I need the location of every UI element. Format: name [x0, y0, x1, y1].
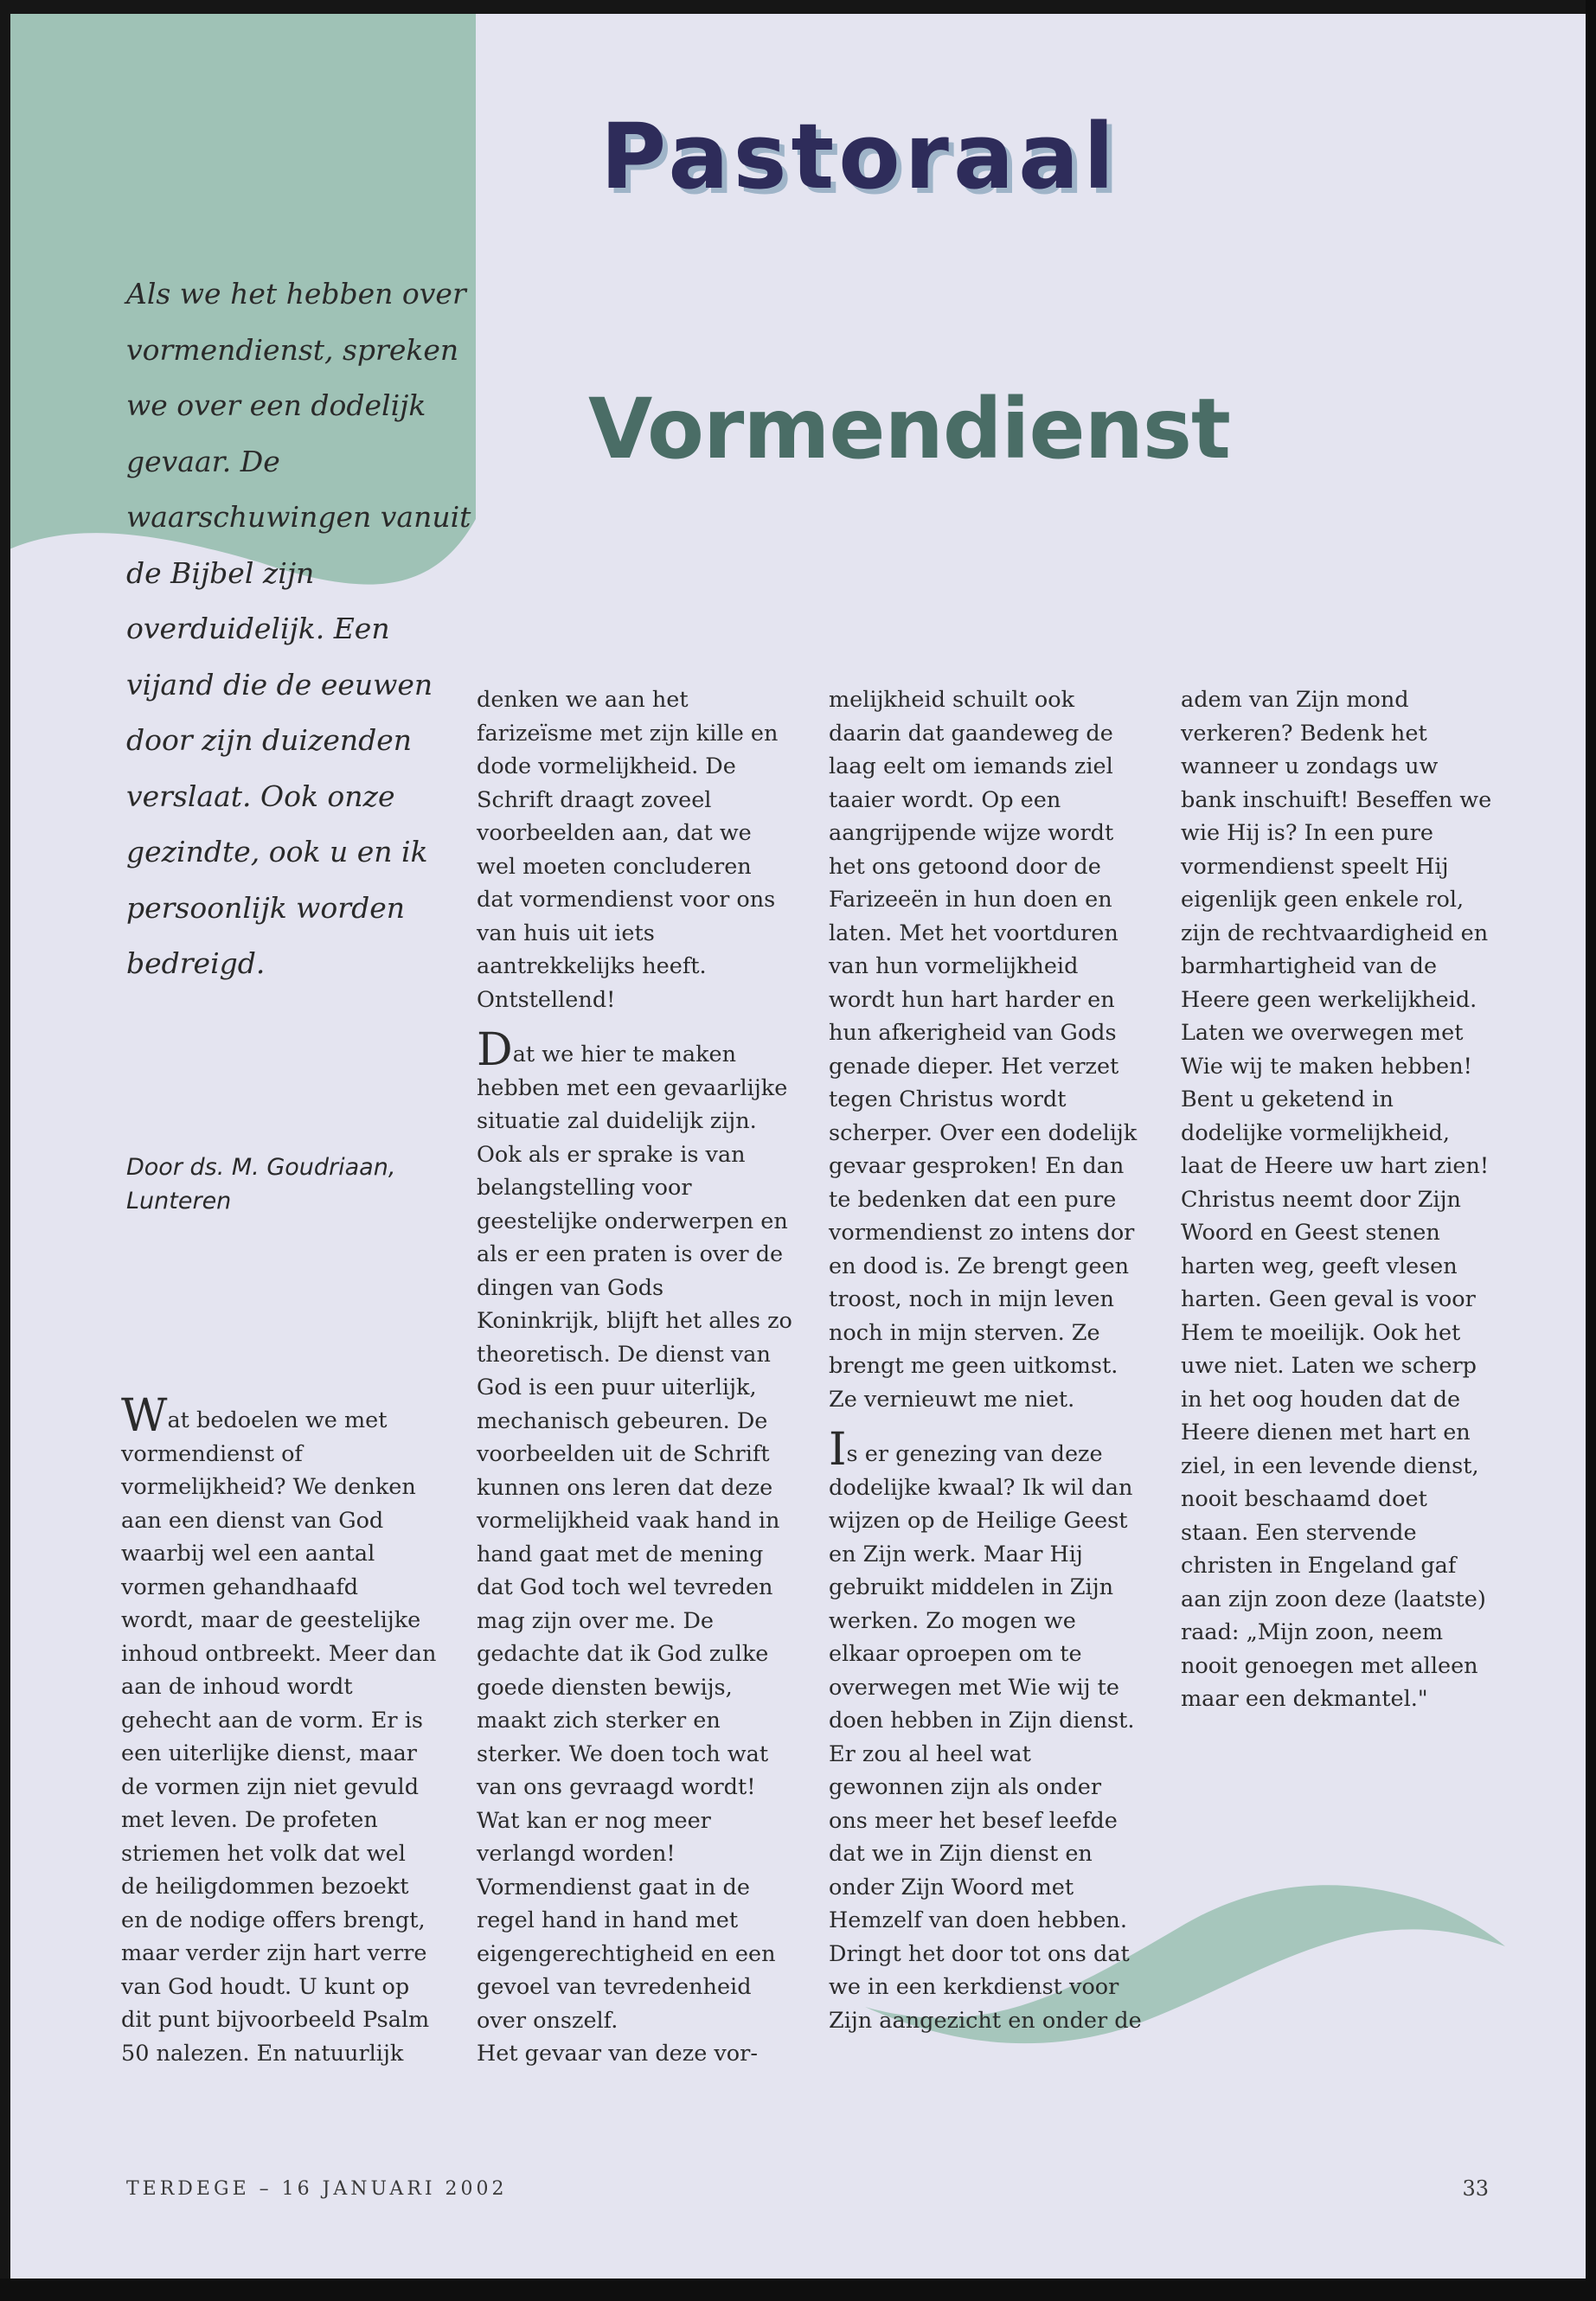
page-number: 33	[1462, 2176, 1489, 2201]
scan-border-bottom	[0, 2279, 1596, 2301]
scan-border-right	[1586, 0, 1596, 2301]
byline-place: Lunteren	[126, 1188, 232, 1215]
drop-cap: D	[477, 1024, 513, 1076]
byline-author: Door ds. M. Goudriaan,	[126, 1154, 396, 1181]
scan-border-top	[0, 0, 1596, 14]
paragraph: melijkheid schuilt ook daarin dat gaandeweg de laag eelt om iemands ziel taaier wordt. Op een aangrijpende wijze wordt het ons getoond door de Farizeeën in hun doen en laten. Met het voortduren van hun vormelijkheid wordt hun hart harder en hun afkerigheid van Gods genade dieper. Het verzet tegen Christus wordt scherper. Over een dodelijk gevaar gesproken! En dan te bedenken dat een pure vormendienst zo intens dor en dood is. Ze brengt geen troost, noch in mijn leven noch in mijn sterven. Ze brengt me geen uitkomst. Ze vernieuwt me niet.	[829, 687, 1138, 1413]
article-intro: Als we het hebben over vormendienst, spreken we over een dodelijk gevaar. De waarschuwingen vanuit de Bijbel zijn overduidelijk. Een vijand die de eeuwen door zijn duizenden verslaat. Ook onze gezindte, ook u en ik persoonlijk worden bedreigd.	[126, 277, 471, 980]
section-kicker: Pastoraal	[600, 104, 1118, 209]
paragraph: adem van Zijn mond verkeren? Bedenk het wanneer u zondags uw bank inschuift! Beseffen we wie Hij is? In een pure vormendienst speelt Hij eigenlijk geen enkele rol, zijn de rechtvaardigheid en barmhartigheid van de Heere geen werkelijkheid. Laten we overwegen met Wie wij te maken hebben!	[1181, 687, 1492, 1080]
byline	[126, 1150, 438, 1218]
article-title: Vormendienst	[588, 381, 1230, 478]
scan-border-left	[0, 0, 10, 2301]
text-column-4	[1181, 683, 1497, 1716]
drop-cap: W	[121, 1390, 168, 1442]
text-column-3	[829, 683, 1144, 2037]
text-column-2	[477, 683, 792, 2071]
paragraph: Het gevaar van deze vor-	[477, 2041, 758, 2067]
paragraph: Is er genezing van deze dodelijke kwaal? Ik wil dan wijzen op de Heilige Geest en Zijn werk. Maar Hij gebruikt middelen in Zijn werken. Zo mogen we elkaar oproepen om te overwegen met Wie wij te doen hebben in Zijn dienst. Er zou al heel wat gewonnen zijn als onder ons meer het besef leefde dat we in Zijn dienst en onder Zijn Woord met Hemzelf van doen hebben. Dringt het door tot ons dat we in een kerkdienst voor Zijn aangezicht en onder de	[829, 1424, 1142, 2034]
paragraph: Wat bedoelen we met vormendienst of vormelijkheid? We denken aan een dienst van God waarbij wel een aantal vormen gehandhaafd wordt, maar de geestelijke inhoud ontbreekt. Meer dan aan de inhoud wordt gehecht aan de vorm. Er is een uiterlijke dienst, maar de vormen zijn niet gevuld met leven. De profeten striemen het volk dat wel de heiligdommen bezoekt en de nodige offers brengt, maar verder zijn hart verre van God houdt. U kunt op dit punt bijvoorbeeld Psalm 50 nalezen. En natuurlijk	[121, 1390, 437, 2067]
text-column-1	[121, 1390, 437, 2070]
paragraph: Dat we hier te maken hebben met een gevaarlijke situatie zal duidelijk zijn. Ook als er sprake is van belangstelling voor geestelijke onderwerpen en als er een praten is over de dingen van Gods Koninkrijk, blijft het alles zo theoretisch. De dienst van God is een puur uiterlijk, mechanisch gebeuren. De voorbeelden uit de Schrift kunnen ons leren dat deze vormelijkheid vaak hand in hand gaat met de mening dat God toch wel tevreden mag zijn over me. De gedachte dat ik God zulke goede diensten bewijs, maakt zich sterker en sterker. We doen toch wat van ons gevraagd wordt! Wat kan er nog meer verlangd worden! Vormendienst gaat in de regel hand in hand met eigengerechtigheid en een gevoel van tevredenheid over onszelf.	[477, 1024, 792, 2034]
footer-publication: TERDEGE – 16 JANUARI 2002	[126, 2178, 508, 2200]
drop-cap: I	[829, 1424, 847, 1476]
paragraph: Bent u geketend in dodelijke vormelijkheid, laat de Heere uw hart zien! Christus neemt door Zijn Woord en Geest stenen harten weg, geeft vlesen harten. Geen geval is voor Hem te moeilijk. Ook het uwe niet. Laten we scherp in het oog houden dat de Heere dienen met hart en ziel, in een levende dienst, nooit beschaamd doet staan. Een stervende christen in Engeland gaf aan zijn zoon deze (laatste) raad: „Mijn zoon, neem nooit genoegen met alleen maar een dekmantel."	[1181, 1086, 1490, 1712]
paragraph: denken we aan het farizeïsme met zijn kille en dode vormelijkheid. De Schrift draagt zoveel voorbeelden aan, dat we wel moeten concluderen dat vormendienst voor ons van huis uit iets aantrekkelijks heeft. Ontstellend!	[477, 687, 779, 1013]
